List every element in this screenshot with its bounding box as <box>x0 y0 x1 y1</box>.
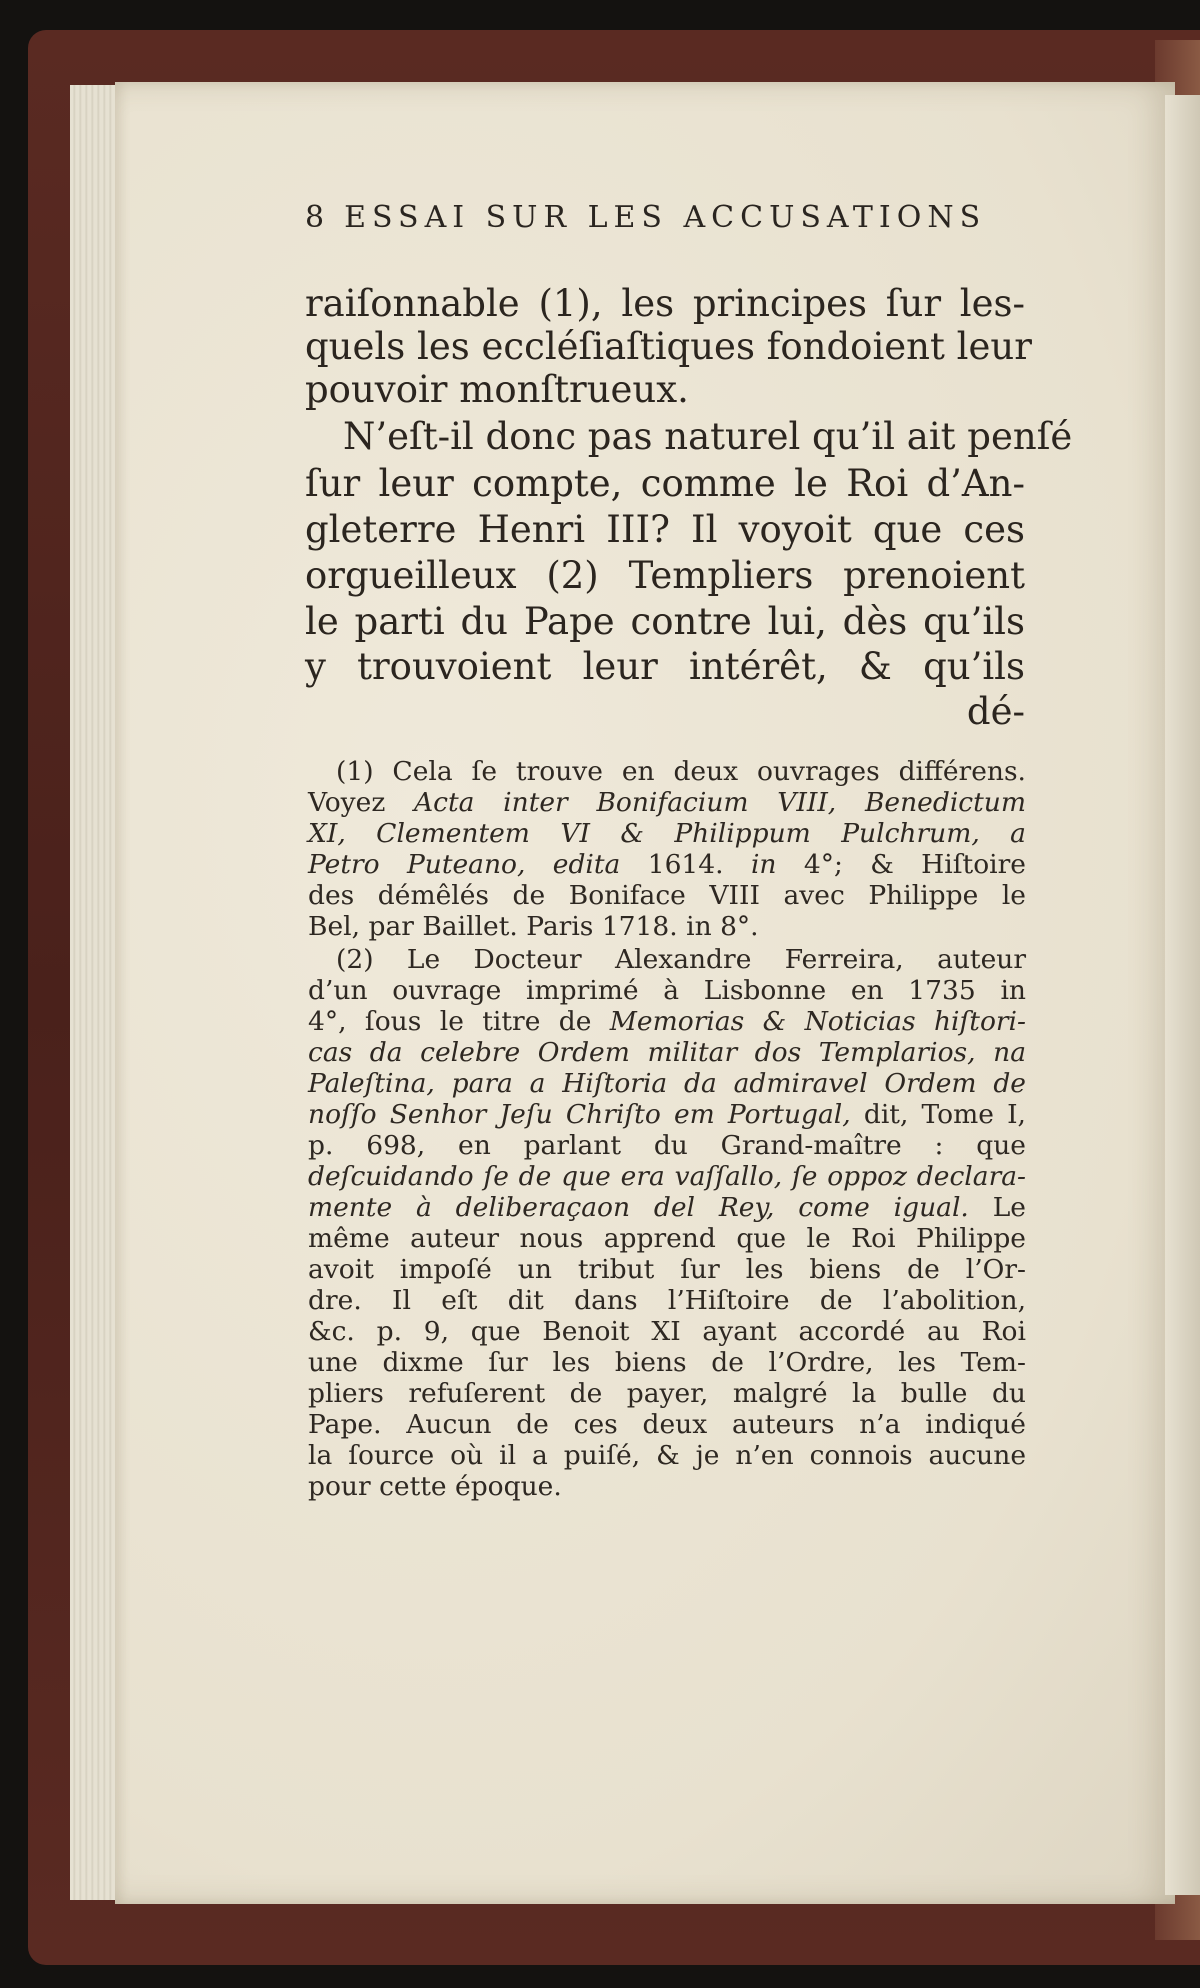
facing-page-edge <box>1165 95 1200 1895</box>
footnote-line: noſſo Senhor Jeſu Chriſto em Portugal, dit, Tome I, <box>308 1099 1026 1130</box>
footnote-line: même auteur nous apprend que le Roi Philippe <box>308 1223 1026 1254</box>
footnote-line: des démêlés de Boniface VIII avec Philippe le <box>308 880 1026 911</box>
running-header <box>305 200 1025 250</box>
footnote-line: d’un ouvrage imprimé à Lisbonne en 1735 in <box>308 975 1026 1006</box>
footnote-line: avoit impoſé un tribut ſur les biens de l’Or- <box>308 1254 1026 1285</box>
body-line: orgueilleux (2) Templiers prenoient <box>305 554 1025 597</box>
body-line: y trouvoient leur intérêt, & qu’ils <box>305 645 1025 688</box>
body-line: raiſonnable (1), les principes ſur les- <box>305 282 1025 325</box>
footnote-line: pliers refuſerent de payer, malgré la bulle du <box>308 1378 1026 1409</box>
footnote-line: Petro Puteano, edita 1614. in 4°; & Hiſtoire <box>308 849 1026 880</box>
body-line: le parti du Pape contre lui, dès qu’ils <box>305 600 1025 643</box>
footnote-line: Bel, par Baillet. Paris 1718. in 8°. <box>308 911 759 942</box>
body-line: pouvoir monſtrueux. <box>305 368 689 411</box>
footnote-line: &c. p. 9, que Benoit XI ayant accordé au Roi <box>308 1316 1026 1347</box>
footnote-line: dre. Il eſt dit dans l’Hiſtoire de l’abolition, <box>308 1285 1026 1316</box>
footnote-line: Voyez Acta inter Bonifacium VIII, Benedictum <box>308 787 1026 818</box>
footnote-line: mente à deliberaçaon del Rey, come igual. Le <box>308 1192 1026 1223</box>
footnote-line: une dixme ſur les biens de l’Ordre, les Tem- <box>308 1347 1026 1378</box>
footnote-line: XI, Clementem VI & Philippum Pulchrum, a <box>308 818 1026 849</box>
footnote-line: deſcuidando ſe de que era vaſſallo, ſe oppoz declara- <box>308 1161 1026 1192</box>
page-number: 8 <box>305 200 325 235</box>
footnote-line: (1) Cela ſe trouve en deux ouvrages différens. <box>336 756 1026 787</box>
footnote-line: (2) Le Docteur Alexandre Ferreira, auteur <box>336 944 1026 975</box>
footnote-line: pour cette époque. <box>308 1471 562 1502</box>
body-line: gleterre Henri III? Il voyoit que ces <box>305 508 1025 551</box>
footnote-line: Paleſtina, para a Hiſtoria da admiravel Ordem de <box>308 1068 1026 1099</box>
footnote-line: Pape. Aucun de ces deux auteurs n’a indiqué <box>308 1409 1026 1440</box>
footnote-line: cas da celebre Ordem militar dos Templarios, na <box>308 1037 1026 1068</box>
body-line: quels les eccléſiaſtiques fondoient leur <box>305 325 1032 368</box>
footnote-line: 4°, ſous le titre de Memorias & Noticias hiſtori- <box>308 1006 1026 1037</box>
body-line: N’eſt-il donc pas naturel qu’il ait penſé <box>343 415 1073 458</box>
catchword: dé- <box>966 690 1025 733</box>
footnote-line: p. 698, en parlant du Grand-maître : que <box>308 1130 1026 1161</box>
footnote-line: la ſource où il a puiſé, & je n’en connois aucune <box>308 1440 1026 1471</box>
running-header-title: ESSAI SUR LES ACCUSATIONS <box>344 200 987 235</box>
body-line: ſur leur compte, comme le Roi d’An- <box>305 462 1025 505</box>
